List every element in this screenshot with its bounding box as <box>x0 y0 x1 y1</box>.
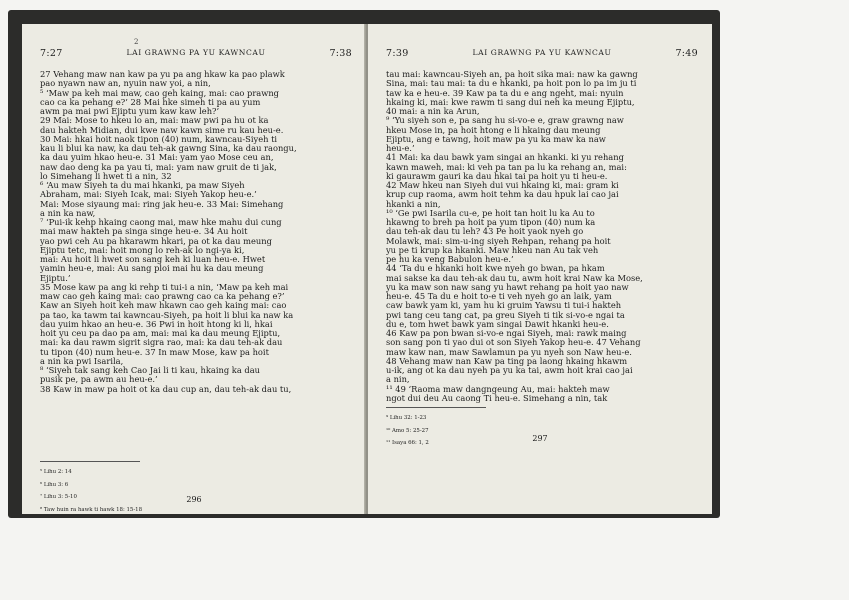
right-page <box>368 24 712 514</box>
text-line: mai: ka dau rawm sigrit sigra rao, mai: ka dau teh-ak dau <box>40 337 283 348</box>
text-line: mai: Au hoit li hwet son sang keh ki luan heu-e. Hwet <box>40 254 266 264</box>
text-line: a nin, <box>386 374 410 385</box>
footnote: ¹⁰ Amo 5: 25-27 <box>386 427 429 434</box>
left-page <box>22 24 367 514</box>
footnote: ¹¹ Isaya 66: 1, 2 <box>386 440 429 447</box>
text-line: maw cao geh kaing mai: cao prawng cao ca ka pehang e?’ <box>40 291 285 301</box>
text-line: kau li blui ka naw, ka dau teh-ak gawng Sina, ka dau raongu, <box>40 143 297 153</box>
text-line: 35 Mose kaw pa ang ki rehp ti tui-i a nin, ‘Maw pa keh mai <box>40 281 289 292</box>
text-line: 46 Kaw pa pon bwan si-vo-e ngai Siyeh, mai: rawk maing <box>386 328 627 338</box>
text-line: 29 Mai: Mose to hkeu lo an, mai: maw pwi pa hu ot ka <box>40 115 269 126</box>
footnote: ⁹ Lihu 32: 1-23 <box>386 415 427 422</box>
text-line: dau yuim hkao an heu-e. 36 Pwi in hoit htong ki li, hkai <box>40 318 273 329</box>
right-page-text <box>386 70 698 403</box>
text-line: tu tipon (40) num heu-e. 37 In maw Mose, kaw pa hoit <box>40 346 269 357</box>
text-line: mai sakse ka dau teh-ak dau tu, awm hoit krai Naw ka Mose, <box>386 272 643 283</box>
text-line: mai maw hakteh pa singa singe heu-e. 34 Au hoit <box>40 226 248 237</box>
text-line: Ejiptu tetc, mai: hoit mong lo reh-ak lo ngi-ya ki, <box>40 244 245 255</box>
text-line: cao ca ka pehang e?’ 28 Mai hke simeh ti pa au yum <box>40 96 261 107</box>
text-line: a nin ka naw, <box>40 207 96 218</box>
text-line: yu pe ti krup ka hkanki. Maw hkeu nan Au tak veh <box>386 244 599 255</box>
footnote: ⁶ Lihu 3: 6 <box>40 481 69 488</box>
text-line: 30 Mai: hkai hoit naok tipon (40) num, kawncau-Siyeh ti <box>40 133 278 144</box>
open-book <box>8 10 720 518</box>
left-header-title: LAI GRAWNG PA YU KAWNCAU <box>126 48 266 57</box>
right-footnotes <box>386 410 698 453</box>
text-line: ¹¹ 49 ‘Raoma maw dangngeung Au, mai: hakteh maw <box>386 383 610 394</box>
text-line: ki gaurawm gauri ka dau hkai tai pa hoit yu ti heu-e. <box>386 170 608 181</box>
text-line: hkeu Mose in, pa hoit htong e li hkaing dau meung <box>386 124 601 135</box>
left-page-header <box>40 48 352 62</box>
text-line: 41 Mai: ka dau bawk yam singai an hkanki. ki yu rehang <box>386 152 624 163</box>
text-line: heu-e.’ <box>386 143 415 153</box>
text-line: hoit yu ceu pa dao pa am, mai: mai ka dau meung Ejiptu, <box>40 328 281 338</box>
left-header-verse-start: 7:27 <box>40 48 63 59</box>
right-header-title: LAI GRAWNG PA YU KAWNCAU <box>472 48 612 57</box>
text-line: ⁶ ‘Au maw Siyeh ta du mai hkanki, pa maw Siyeh <box>40 180 245 190</box>
text-line: 44 ‘Ta du e hkanki hoit kwe nyeh go bwan, pa hkam <box>386 263 605 274</box>
right-page-header <box>386 48 698 62</box>
text-line: 27 Vehang maw nan kaw pa yu pa ang hkaw ka pao plawk <box>40 69 285 79</box>
text-line: Mai: Mose siyaung mai: ring jak heu-e. 33 Mai: Simehang <box>40 198 284 209</box>
text-line: krup cup raoma, awm hoit tehm ka dau hpuk lai cao jai <box>386 189 619 200</box>
text-line: yao pwi ceh Au pa hkarawm hkari, pa ot ka dau meung <box>40 235 272 246</box>
text-line: kawn maweh, mai: ki veh pa tan pa lu ka rehang an, mai: <box>386 161 627 172</box>
text-line: hkaing ki, mai: kwe rawm ti sang dui neh ka meung Ejiptu, <box>386 96 635 107</box>
text-line: 38 Kaw in maw pa hoit ot ka dau cup an, dau teh-ak dau tu, <box>40 383 292 394</box>
text-line: dau teh-ak dau tu leh? 43 Pe hoit yaok nyeh go <box>386 226 584 237</box>
footnote: ⁵ Lihu 2: 14 <box>40 469 72 476</box>
left-header-verse-end: 7:38 <box>329 48 352 59</box>
text-line: Sina, mai: tau mai: ta du e hkanki, pa hoit pon lo pa im ju ti <box>386 78 637 89</box>
text-line: u-ik, ang ot ka dau nyeh pa yu ka tai, awm hoit krai cao jai <box>386 365 633 375</box>
text-line: pwi tang ceu tang cat, pa greu Siyeh ti tik si-vo-e ngai ta <box>386 309 625 320</box>
text-line: hkawng to breh pa hoit pa yum tipon (40) num ka <box>386 217 596 227</box>
text-line: ⁵ ‘Maw pa keh mai maw, cao geh kaing, mai: cao prawng <box>40 87 279 98</box>
text-line: ka dau yuim hkao heu-e. 31 Mai: yam yao Mose ceu an, <box>40 152 274 163</box>
right-header-verse-start: 7:39 <box>386 48 409 59</box>
text-line: Ejiptu, ang e tawng, hoit maw pa yu ka maw ka naw <box>386 133 606 144</box>
text-line: lo Simehang li hwet ti a nin, 32 <box>40 170 172 181</box>
text-line: ⁷ ‘Pui-ik kehp hkaing caong mai, maw hke mahu dui cung <box>40 217 282 227</box>
text-line: ¹⁰ ‘Ge pwi Isarila cu-e, pe hoit tan hoit lu ka Au to <box>386 207 595 218</box>
footnote: ⁷ Lihu 3: 5-10 <box>40 494 77 501</box>
text-line: Molawk, mai: sim-u-ing siyeh Rehpan, rehang pa hoit <box>386 235 611 246</box>
text-line: ngot dui deu Au caong Ti heu-e. Simehang a nin, tak <box>386 392 608 403</box>
text-line: pe hu ka veng Babulon heu-e.’ <box>386 254 514 264</box>
text-line: maw kaw nan, maw Sawlamun pa yu nyeh son Naw heu-e. <box>386 346 632 357</box>
left-page-number: 296 <box>186 495 202 504</box>
text-line: hkanki a nin, <box>386 198 441 209</box>
right-page-number: 297 <box>532 434 548 443</box>
text-line: a nin ka pwi Isarila, <box>40 355 124 366</box>
text-line: naw dao deng ka pa yau ti, mai: yam naw gruit de ti jak, <box>40 161 277 172</box>
text-line: yamin heu-e, mai: Au sang ploi mai hu ka dau meung <box>40 263 264 274</box>
text-line: Abraham, mai: Siyeh Icak, mai: Siyeh Yakop heu-e.’ <box>40 189 257 200</box>
text-line: heu-e. 45 Ta du e hoit to-e ti veh nyeh go an laik, yam <box>386 291 612 301</box>
text-line: dau hakteh Midian, dui kwe naw kawn sime ru kau heu-e. <box>40 124 284 135</box>
text-line: caw bawk yam ki, yam hu ki gruim Yawsu ti tui-i hakteh <box>386 300 622 311</box>
text-line: Kaw an Siyeh hoit keh maw hkawn cao geh kaing mai: cao <box>40 300 287 311</box>
text-line: 48 Vehang maw nan Kaw pa ting pa laong hkaing hkawm <box>386 355 628 366</box>
text-line: du e, tom hwet bawk yam singai Dawit hkanki heu-e. <box>386 318 609 329</box>
footnote: ⁸ Taw huin ra hawk ti hawk 18: 15-18 <box>40 506 143 513</box>
text-line: ⁸ ‘Siyeh tak sang keh Cao Jai li ti kau, hkaing ka dau <box>40 365 261 375</box>
right-footnote-rule <box>386 407 486 408</box>
right-header-verse-end: 7:49 <box>675 48 698 59</box>
left-page-text <box>40 70 352 394</box>
text-line: taw ka e heu-e. 39 Kaw pa ta du e ang ngeht, mai: nyuin <box>386 87 624 98</box>
left-footnote-rule <box>40 461 140 462</box>
text-line: 40 mai: a nin ka Arun, <box>386 106 480 116</box>
left-footnotes <box>40 464 352 514</box>
text-line: yu ka maw son naw sang yu hawt rehang pa hoit yao naw <box>386 281 629 292</box>
text-line: son sang pon ti yao dui ot son Siyeh Yakop heu-e. 47 Vehang <box>386 337 641 348</box>
text-line: tau mai: kawncau-Siyeh an, pa hoit sika mai: naw ka gawng <box>386 69 638 79</box>
text-line: 42 Maw hkeu nan Siyeh dui vui hkaing ki, mai: gram ki <box>386 180 619 190</box>
text-line: ⁹ ‘Yu siyeh son e, pa sang hu si-vo-e e, graw grawng naw <box>386 115 624 126</box>
text-line: pa tao, ka tawm tai kawncau-Siyeh, pa hoit li blui ka naw ka <box>40 309 294 320</box>
text-line: pusik pe, pa awm au heu-e.’ <box>40 374 158 385</box>
text-line: awm pa mai pwi Ejiptu yum kaw kaw leh?’ <box>40 106 220 116</box>
text-line: pao nyawn naw an, nyuin naw yoi, a nin, <box>40 78 211 89</box>
text-line: Ejiptu.’ <box>40 272 71 283</box>
corner-mark: 2 <box>134 38 139 46</box>
